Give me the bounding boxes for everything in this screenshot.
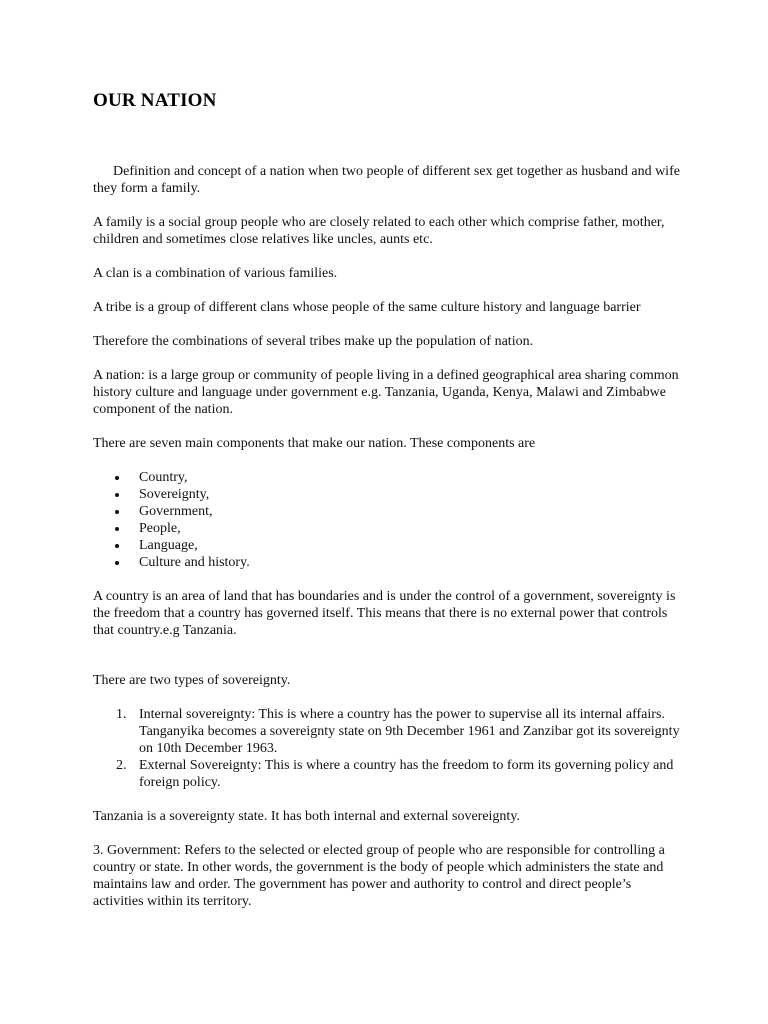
list-item-text: Sovereignty,	[139, 487, 210, 502]
document-body	[93, 89, 683, 910]
list-item	[93, 706, 683, 757]
paragraph-tanzania: Tanzania is a sovereignty state. It has both internal and external sovereignty.	[93, 809, 520, 824]
list-item	[93, 520, 683, 537]
list-item-text: Government,	[139, 504, 213, 519]
list-item-number: 2.	[116, 758, 127, 773]
paragraph-components-intro: There are seven main components that make our nation. These components are	[93, 436, 536, 451]
list-item-text: Culture and history.	[139, 555, 250, 570]
paragraph-intro: Definition and concept of a nation when two people of different sex get together as husband and wife they form a family.	[93, 164, 680, 196]
document-title: OUR NATION	[93, 90, 217, 111]
list-item	[93, 469, 683, 486]
list-item-text: Country,	[139, 470, 188, 485]
bullet-icon	[115, 493, 119, 497]
paragraph-types-intro: There are two types of sovereignty.	[93, 673, 291, 688]
components-list	[93, 469, 683, 571]
bullet-icon	[115, 476, 119, 480]
paragraph-tribe: A tribe is a group of different clans whose people of the same culture history and language barrier	[93, 300, 641, 315]
bullet-icon	[115, 527, 119, 531]
paragraph-family: A family is a social group people who are closely related to each other which comprise father, mother, children and sometimes close relatives like uncles, aunts etc.	[93, 215, 665, 247]
list-item-text: External Sovereignty: This is where a country has the freedom to form its governing policy and foreign policy.	[139, 758, 674, 790]
list-item	[93, 537, 683, 554]
bullet-icon	[115, 510, 119, 514]
paragraph-therefore: Therefore the combinations of several tribes make up the population of nation.	[93, 334, 534, 349]
paragraph-clan: A clan is a combination of various families.	[93, 266, 338, 281]
list-item	[93, 554, 683, 571]
list-item-text: People,	[139, 521, 181, 536]
sovereignty-types-list	[93, 706, 683, 791]
list-item	[93, 486, 683, 503]
list-item-text: Language,	[139, 538, 198, 553]
list-item	[93, 757, 683, 791]
bullet-icon	[115, 561, 119, 565]
list-item	[93, 503, 683, 520]
paragraph-nation: A nation: is a large group or community of people living in a defined geographical area sharing common history culture and language under government e.g. Tanzania, Uganda, Kenya, Malawi and Zimbabwe component of the nation.	[93, 368, 679, 417]
list-item-text: Internal sovereignty: This is where a country has the power to supervise all its internal affairs. Tanganyika becomes a sovereignty state on 9th December 1961 and Zanzibar got its sovereignty on 10th December 1963.	[139, 707, 680, 756]
bullet-icon	[115, 544, 119, 548]
paragraph-government: 3. Government: Refers to the selected or elected group of people who are responsible for controlling a country or state. In other words, the government is the body of people which administers the state and maintains law and order. The government has power and authority to control and direct people’s activities within its territory.	[93, 843, 665, 909]
paragraph-country: A country is an area of land that has boundaries and is under the control of a government, sovereignty is the freedom that a country has governed itself. This means that there is no external power that controls that country.e.g Tanzania.	[93, 589, 676, 638]
list-item-number: 1.	[116, 707, 127, 722]
